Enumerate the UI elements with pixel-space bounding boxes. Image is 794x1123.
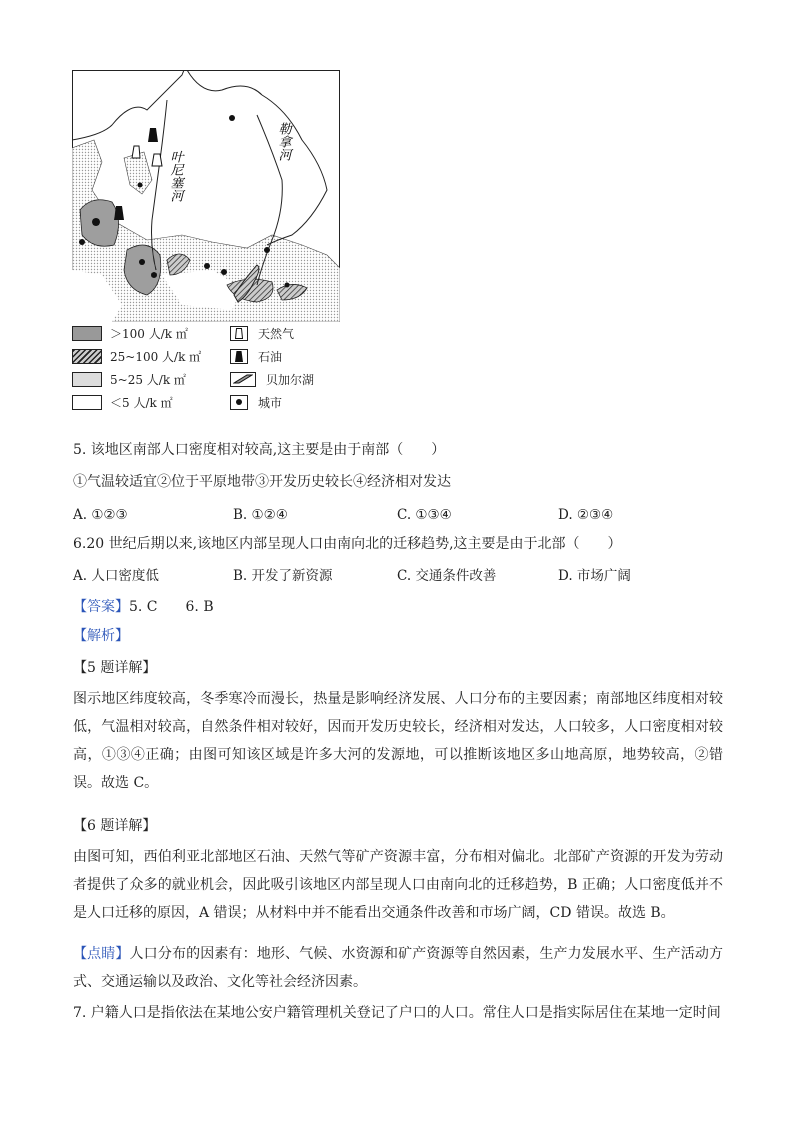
legend-symbol: 天然气 — [230, 324, 294, 342]
q5-choice-d[interactable]: D. ②③④ — [558, 507, 614, 523]
q7-stem: 7. 户籍人口是指依法在某地公安户籍管理机关登记了户口的人口。常住人口是指实际居住在某地一定时间 — [73, 1005, 721, 1021]
map-legend — [72, 322, 342, 414]
point-block — [73, 940, 723, 996]
analysis-tag: 【解析】 — [73, 628, 129, 644]
swatch-dense — [72, 326, 102, 341]
swatch-hatch — [72, 349, 102, 364]
city-dot — [285, 283, 290, 288]
detail6-tag: 【6 题详解】 — [73, 818, 157, 834]
q5-stem: 5. 该地区南部人口密度相对较高,这主要是由于南部（ ） — [73, 442, 446, 458]
q6-stem: 6.20 世纪后期以来,该地区内部呈现人口由南向北的迁移趋势,这主要是由于北部（ ） — [73, 536, 622, 552]
q6-choice-a[interactable]: A. 人口密度低 — [73, 568, 159, 584]
city-dot — [79, 239, 85, 245]
swatch-sparse — [72, 372, 102, 387]
river-label-yenisei: 叶尼塞河 — [168, 150, 184, 202]
city-dot — [92, 218, 100, 226]
legend-item: 5~25 人/k ㎡ — [72, 370, 186, 388]
city-dot — [139, 259, 145, 265]
legend-item: 25~100 人/k ㎡ — [72, 347, 201, 365]
river-label-lena: 勒拿河 — [276, 122, 292, 161]
q6-choice-d[interactable]: D. 市场广阔 — [558, 568, 631, 584]
q6-choice-c[interactable]: C. 交通条件改善 — [397, 568, 497, 584]
legend-item: ＞100 人/k ㎡ — [72, 324, 188, 342]
lake-icon — [230, 372, 256, 387]
city-dot — [229, 115, 235, 121]
q6-choice-b[interactable]: B. 开发了新资源 — [233, 568, 333, 584]
legend-symbol: 石油 — [230, 347, 282, 365]
city-dot — [264, 247, 270, 253]
answer-text: 5. C 6. B — [129, 599, 214, 615]
city-dot — [151, 272, 157, 278]
gas-icon — [230, 326, 248, 341]
q5-choice-a[interactable]: A. ①②③ — [73, 507, 128, 523]
detail5-tag: 【5 题详解】 — [73, 660, 157, 676]
gas-icon — [152, 154, 162, 166]
q5-options: ①气温较适宜②位于平原地带③开发历史较长④经济相对发达 — [73, 474, 451, 490]
q5-choice-c[interactable]: C. ①③④ — [397, 507, 452, 523]
city-dot — [221, 269, 227, 275]
legend-symbol: 贝加尔湖 — [230, 370, 314, 388]
detail6-text: 由图可知，西伯利亚北部地区石油、天然气等矿产资源丰富，分布相对偏北。北部矿产资源的开发为劳动者提供了众多的就业机会，因此吸引该地区内部呈现人口由南向北的迁移趋势，B 正确；人口密度低并不是人口迁移的原因，A 错误；从材料中并不能看出交通条件改善和市场广阔，CD 错误。故选 B。 — [73, 849, 723, 921]
oil-icon — [230, 349, 248, 364]
answer-tag: 【答案】 — [73, 599, 129, 615]
detail5-text: 图示地区纬度较高，冬季寒冷而漫长，热量是影响经济发展、人口分布的主要因素；南部地区纬度相对较低，气温相对较高，自然条件相对较好，因而开发历史较长，经济相对发达，人口较多，人口密度相对较高，①③④正确；由图可知该区域是许多大河的发源地，可以推断该地区多山地高原，地势较高，②错误。故选 C。 — [73, 691, 723, 791]
legend-symbol: 城市 — [230, 393, 282, 411]
city-icon — [230, 395, 248, 410]
answer-line — [73, 597, 214, 617]
siberia-population-map — [72, 70, 340, 322]
point-tag: 【点睛】 — [73, 946, 130, 962]
q5-choice-b[interactable]: B. ①②④ — [233, 507, 288, 523]
swatch-empty — [72, 395, 102, 410]
legend-item: ＜5 人/k ㎡ — [72, 393, 173, 411]
city-dot — [138, 183, 143, 188]
city-dot — [204, 263, 210, 269]
gas-icon — [132, 146, 140, 158]
point-text: 人口分布的因素有：地形、气候、水资源和矿产资源等自然因素，生产力发展水平、生产活动方式、交通运输以及政治、文化等社会经济因素。 — [73, 946, 724, 990]
